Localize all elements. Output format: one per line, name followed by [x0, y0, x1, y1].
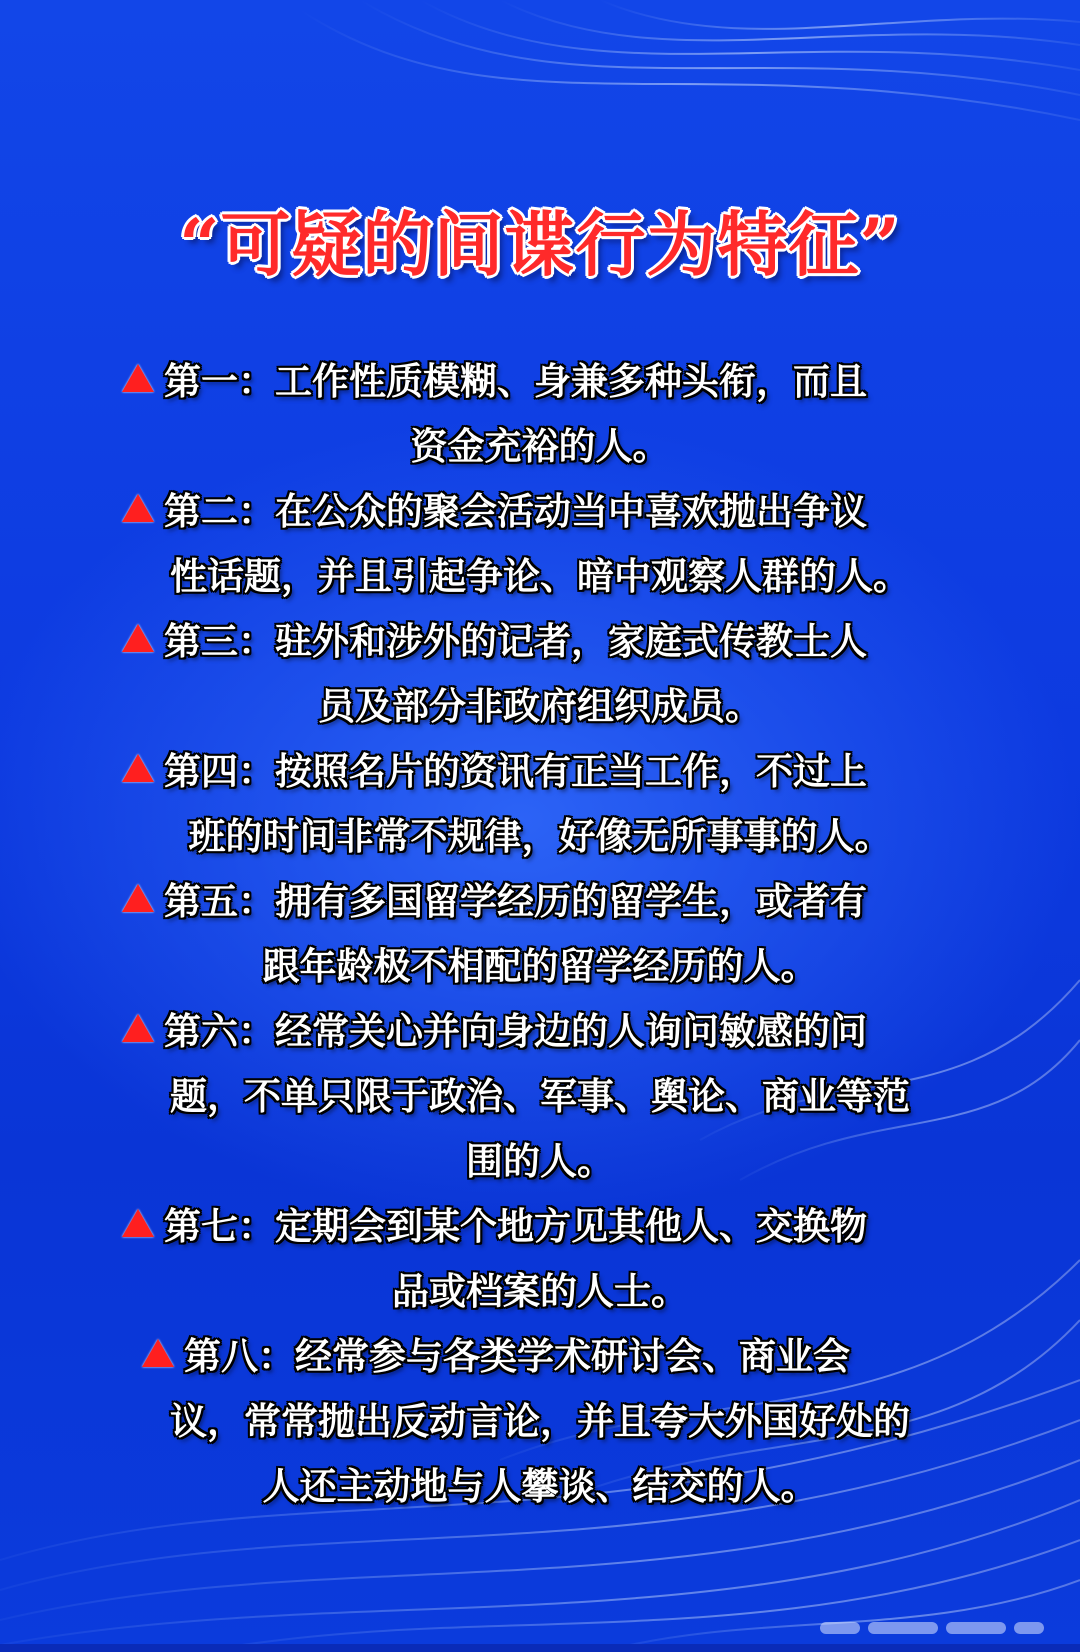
list-item-2: [122, 487, 867, 537]
item-line: 第四：按照名片的资讯有正当工作，不过上: [164, 750, 867, 793]
item-line: 第七：定期会到某个地方见其他人、交换物: [164, 1205, 867, 1248]
watermark-logo: [820, 1612, 1050, 1642]
item-line: 第二：在公众的聚会活动当中喜欢抛出争议: [164, 490, 867, 533]
item-line: 第一：工作性质模糊、身兼多种头衔，而且: [164, 360, 867, 403]
list-item-5: [122, 877, 867, 927]
item-line: 议，常常抛出反动言论，并且夸大外国好处的: [170, 1400, 910, 1443]
item-line: 性话题，并且引起争论、暗中观察人群的人。: [170, 555, 910, 598]
red-triangle-icon: [122, 494, 154, 522]
item-line: 第六：经常关心并向身边的人询问敏感的问: [164, 1010, 867, 1053]
red-triangle-icon: [122, 1014, 154, 1042]
item-line: 资金充裕的人。: [410, 425, 670, 468]
item-line: 第五：拥有多国留学经历的留学生，或者有: [164, 880, 867, 923]
red-triangle-icon: [142, 1339, 174, 1367]
page-title: “可疑的间谍行为特征”: [179, 203, 901, 286]
item-line: 第三：驻外和涉外的记者，家庭式传教士人: [164, 620, 867, 663]
red-triangle-icon: [122, 1209, 154, 1237]
red-triangle-icon: [122, 754, 154, 782]
list-item-1: [122, 357, 867, 407]
list-item-7: [122, 1202, 867, 1252]
item-line: 围的人。: [466, 1140, 614, 1183]
item-line: 品或档案的人士。: [392, 1270, 688, 1313]
red-triangle-icon: [122, 364, 154, 392]
item-line: 题，不单只限于政治、军事、舆论、商业等范: [170, 1075, 910, 1118]
list-item-8: [142, 1332, 850, 1382]
list-item-6: [122, 1007, 867, 1057]
item-line: 员及部分非政府组织成员。: [318, 685, 762, 728]
item-line: 班的时间非常不规律，好像无所事事的人。: [188, 815, 892, 858]
list-item-4: [122, 747, 867, 797]
item-line: 跟年龄极不相配的留学经历的人。: [262, 945, 818, 988]
item-line: 第八：经常参与各类学术研讨会、商业会: [184, 1335, 850, 1378]
red-triangle-icon: [122, 884, 154, 912]
red-triangle-icon: [122, 624, 154, 652]
item-line: 人还主动地与人攀谈、结交的人。: [262, 1465, 818, 1508]
list-item-3: [122, 617, 867, 667]
bottom-edge: [0, 1644, 1080, 1652]
